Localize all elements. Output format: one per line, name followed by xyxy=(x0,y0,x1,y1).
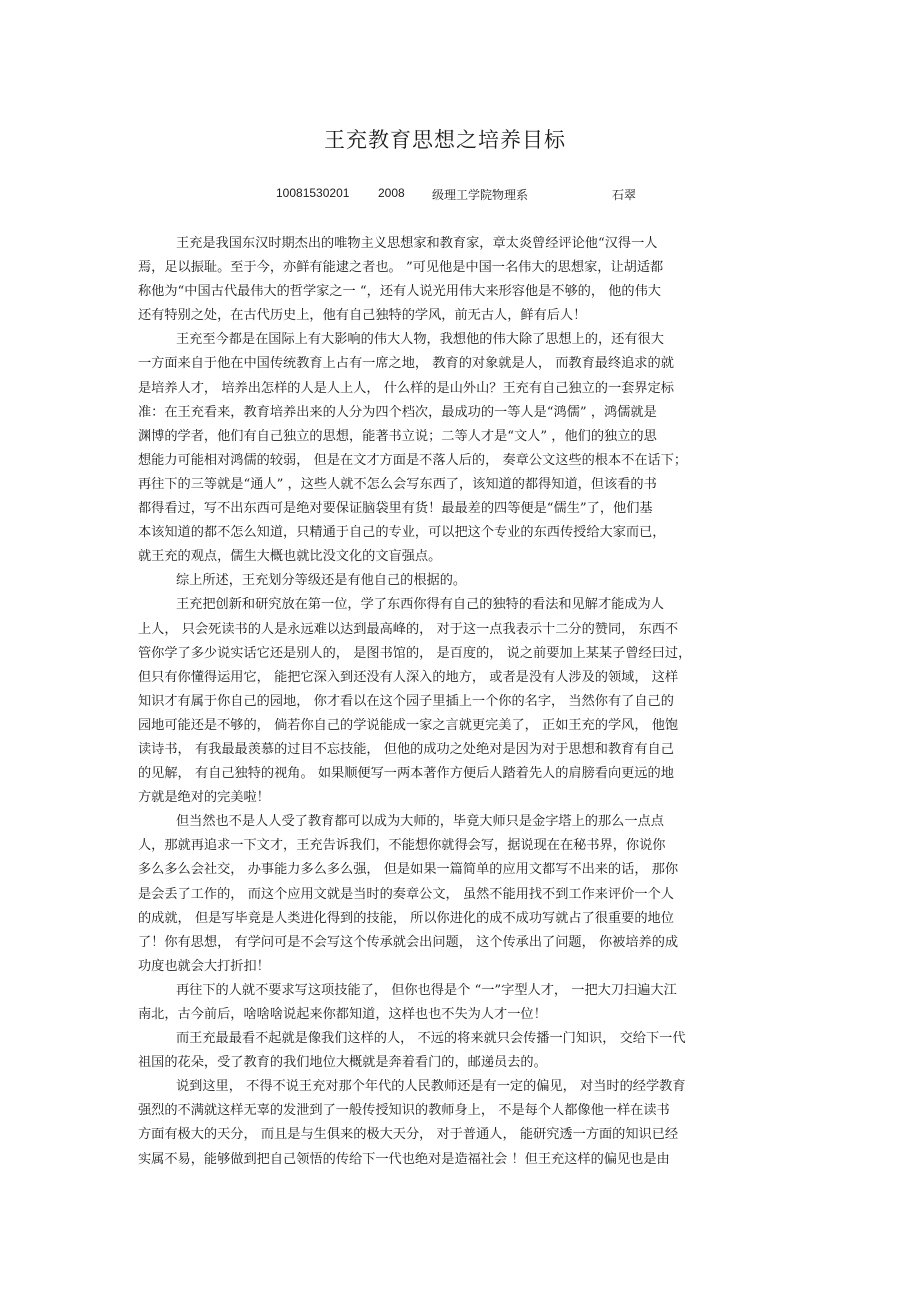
body-line: 本该知道的都不怎么知道，只精通于自己的专业，可以把这个专业的东西传授给大家而已， xyxy=(138,525,666,541)
body-line: 称他为“中国古代最伟大的哲学家之一 “，还有人说光用伟大来形容他是不够的， 他的伟大 xyxy=(138,284,661,300)
body-line: 知识才有属于你自己的园地， 你才看以在这个园子里插上一个你的名字， 当然你有了自己的 xyxy=(138,693,674,709)
body-line: 王充把创新和研究放在第一位，学了东西你得有自己的独特的看法和见解才能成为人 xyxy=(176,597,664,613)
student-id: 10081530201 xyxy=(276,186,350,200)
body-line: 实属不易，能够做到把自己领悟的传给下一代也绝对是造福社会 ！但王充这样的偏见也是由 xyxy=(138,1151,670,1167)
enrollment-year: 2008 xyxy=(378,186,405,200)
body-line: 的成就， 但是写毕竟是人类进化得到的技能， 所以你进化的成不成功写就占了很重要的地位 xyxy=(138,910,674,926)
body-line: 强烈的不满就这样无辜的发泄到了一般传授知识的教师身上， 不是每个人都像他一样在读书 xyxy=(138,1103,670,1119)
department: 级理工学院物理系 xyxy=(432,188,529,202)
body-line: 焉，足以振耻。至于今，亦鲜有能逮之者也。 ”可见他是中国一名伟大的思想家，让胡适都 xyxy=(138,260,664,276)
body-line: 还有特别之处，在古代历史上，他有自己独特的学风，前无古人，鲜有后人！ xyxy=(138,308,587,324)
author-line xyxy=(0,186,920,204)
body-line: 是会丢了工作的， 而这个应用文就是当时的奏章公文， 虽然不能用找不到工作来评价一个人 xyxy=(138,886,674,902)
body-line: 再往下的人就不要求写这项技能了， 但你也得是个 “一”字型人才， 一把大刀扫遍大江 xyxy=(176,982,677,998)
body-line: 但当然也不是人人受了教育都可以成为大师的，毕竟大师只是金字塔上的那么一点点 xyxy=(176,814,664,830)
author-name: 石翠 xyxy=(612,188,637,202)
body-line: 祖国的花朵，受了教育的我们地位大概就是奔着看门的，邮递员去的。 xyxy=(138,1055,547,1071)
body-line: 南北，古今前后，啥啥啥说起来你都知道，这样也也不失为人才一位！ xyxy=(138,1007,547,1022)
body-line: 是培养人才， 培养出怎样的人是人上人， 什么样的是山外山？王充有自己独立的一套界定标 xyxy=(138,380,674,396)
body-line: 管你学了多少说实话它还是别人的， 是图书馆的， 是百度的， 说之前要加上某某子曾经曰过， xyxy=(138,645,692,661)
body-line: 渊博的学者，他们有自己独立的思想，能著书立说；二等人才是“文人” ，他们的独立的思 xyxy=(138,428,657,444)
body-line: 但只有你懂得运用它， 能把它深入到还没有人深入的地方， 或者是没有人涉及的领域， 这样 xyxy=(138,669,679,685)
body-line: 说到这里， 不得不说王充对那个年代的人民教师还是有一定的偏见， 对当时的经学教育 xyxy=(176,1079,686,1095)
body-line: 综上所述，王充划分等级还是有他自己的根据的。 xyxy=(176,573,467,589)
essay-body xyxy=(138,232,778,1172)
body-line: 想能力可能相对鸿儒的较弱， 但是在文才方面是不落人后的， 奏章公文这些的根本不在话下； xyxy=(138,452,688,468)
body-line: 王充至今都是在国际上有大影响的伟大人物，我想他的伟大除了思想上的，还有很大 xyxy=(176,332,664,348)
body-line: 多么多么会社交， 办事能力多么多么强， 但是如果一篇简单的应用文都写不出来的话， 那你 xyxy=(138,862,679,878)
body-line: 的见解， 有自己独特的视角。 如果顺便写一两本著作方便后人踏着先人的肩膀看向更远的地 xyxy=(138,766,674,782)
page-title: 王充教育思想之培养目标 xyxy=(324,128,566,152)
body-line: 一方面来自于他在中国传统教育上占有一席之地， 教育的对象就是人， 而教育最终追求的就 xyxy=(138,356,674,372)
body-line: 读诗书， 有我最最羡慕的过目不忘技能， 但他的成功之处绝对是因为对于思想和教育有自己 xyxy=(138,741,674,757)
body-line: 再往下的三等就是“通人” ，这些人就不怎么会写东西了，该知道的都得知道，但该看的书 xyxy=(138,476,657,492)
body-line: 而王充最最看不起就是像我们这样的人， 不远的将来就只会传播一门知识， 交给下一代 xyxy=(176,1031,686,1047)
body-line: 就王充的观点，儒生大概也就比没文化的文盲强点。 xyxy=(138,549,442,565)
body-line: 上人， 只会死读书的人是永远难以达到最高峰的， 对于这一点我表示十二分的赞同， 东西不 xyxy=(138,621,679,637)
body-line: 王充是我国东汉时期杰出的唯物主义思想家和教育家，章太炎曾经评论他“汉得一人 xyxy=(176,236,658,251)
body-line: 园地可能还是不够的， 倘若你自己的学说能成一家之言就更完美了， 正如王充的学风， 他饱 xyxy=(138,717,679,733)
body-line: 功度也就会大打折扣！ xyxy=(138,958,270,974)
body-line: 准：在王充看来，教育培养出来的人分为四个档次，最成功的一等人是“鸿儒” ，鸿儒就是 xyxy=(138,404,657,420)
body-line: 人，那就再追求一下文才，王充告诉我们，不能想你就得会写，据说现在在秘书界，你说你 xyxy=(138,838,666,854)
body-line: 方就是绝对的完美啦！ xyxy=(138,790,270,806)
body-line: 了！你有思想， 有学问可是不会写这个传承就会出问题， 这个传承出了问题， 你被培养的成 xyxy=(138,934,679,950)
body-line: 方面有极大的天分， 而且是与生俱来的极大天分， 对于普通人， 能研究透一方面的知识已经 xyxy=(138,1127,679,1143)
body-line: 都得看过，写不出东西可是绝对要保证脑袋里有货！最最差的四等便是“儒生”了，他们基 xyxy=(138,501,653,517)
